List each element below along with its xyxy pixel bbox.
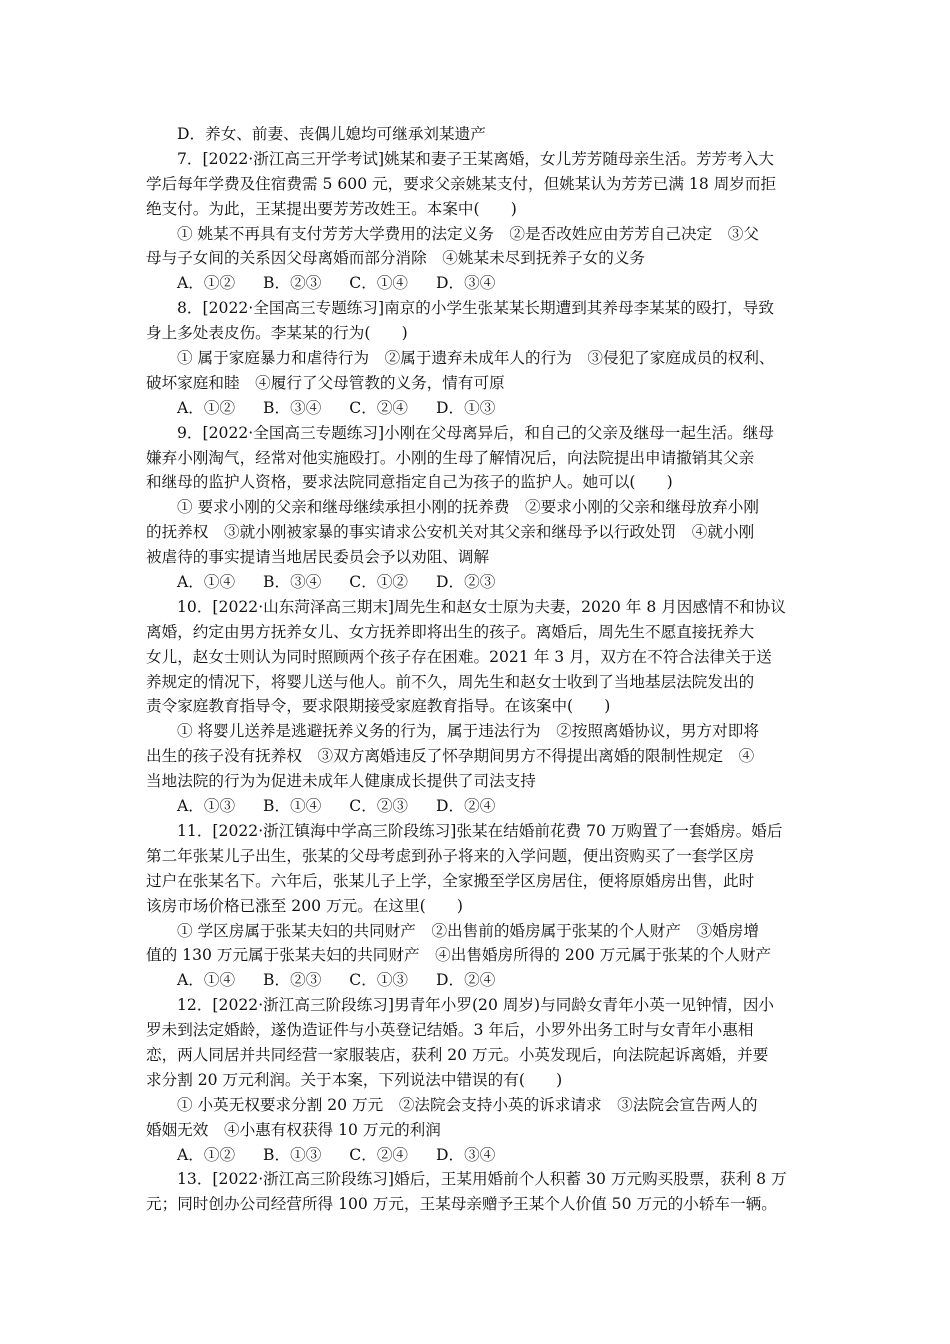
question-stem-line: 养规定的情况下，将婴儿送与他人。前不久，周先生和赵女士收到了当地基层法院发出的 [146,672,755,691]
question-stem-line: 过户在张某名下。六年后，张某儿子上学，全家搬至学区房居住，便将原婚房出售，此时 [146,871,755,890]
question-8 [146,296,806,420]
option-a: A．①④ [177,971,236,990]
option-b: B．②③ [263,971,322,990]
option-a: A．①④ [177,573,236,592]
option-a: A．①② [177,1145,236,1164]
question-stem-line: 离婚，约定由男方抚养女儿、女方抚养即将出生的孩子。离婚后，周先生不愿直接抚养大 [146,622,755,641]
question-stem-line: 求分割 20 万元利润。关于本案，下列说法中错误的有( ) [146,1070,563,1089]
statement-line: ① 姚某不再具有支付芳芳大学费用的法定义务 ②是否改姓应由芳芳自己决定 ③父 [177,224,759,243]
option-d: D．③④ [436,274,496,293]
question-11 [146,819,806,993]
question-stem-line: 绝支付。为此，王某提出要芳芳改姓王。本案中( ) [146,199,517,218]
statement-line: 当地法院的行为为促进未成年人健康成长提供了司法支持 [146,772,536,791]
statement-line: ① 要求小刚的父亲和继母继续承担小刚的抚养费 ②要求小刚的父亲和继母放弃小刚 [177,498,759,517]
question-stem-line: 7．[2022·浙江高三开学考试]姚某和妻子王某离婚，女儿芳芳随母亲生活。芳芳考入大 [177,149,774,168]
question-stem-line: 元；同时创办公司经营所得 100 万元，王某母亲赠予王某个人价值 50 万元的小轿车一辆。 [146,1195,777,1214]
option-b: B．③④ [263,398,322,417]
question-stem-line: 11．[2022·浙江镇海中学高三阶段练习]张某在结婚前花费 70 万购置了一套婚房。婚后 [177,821,783,840]
option-d: D．②④ [436,797,496,816]
statement-line: 破坏家庭和睦 ④履行了父母管教的义务，情有可原 [146,373,505,392]
statement-line: 母与子女间的关系因父母离婚而部分消除 ④姚某未尽到抚养子女的义务 [146,249,646,268]
document-page [146,122,806,1217]
option-a: A．①② [177,398,236,417]
question-stem-line: 女儿，赵女士则认为同时照顾两个孩子存在困难。2021 年 3 月，双方在不符合法律关于送 [146,647,772,666]
statement-line: 被虐待的事实提请当地居民委员会予以劝阻、调解 [146,548,490,567]
option-b: B．①④ [263,797,322,816]
question-stem-line: 和继母的监护人资格，要求法院同意指定自己为孩子的监护人。她可以( ) [146,473,673,492]
option-c: C．①③ [349,971,409,990]
question-stem-line: 恋，两人同居并共同经营一家服装店，获利 20 万元。小英发现后，向法院起诉离婚，并要 [146,1045,769,1064]
statement-line: 出生的孩子没有抚养权 ③双方离婚违反了怀孕期间男方不得提出离婚的限制性规定 ④ [146,747,755,766]
answer-options [146,570,806,595]
question-7 [146,147,806,296]
answer-options [146,396,806,421]
option-a: A．①③ [177,797,236,816]
q6-option-d: D．养女、前妻、丧偶儿媳均可继承刘某遗产 [177,125,486,143]
question-stem-line: 身上多处表皮伤。李某某的行为( ) [146,324,408,343]
statement-line: ① 将婴儿送养是逃避抚养义务的行为，属于违法行为 ②按照离婚协议，男方对即将 [177,722,759,741]
question-stem-line: 罗未到法定婚龄，遂伪造证件与小英登记结婚。3 年后，小罗外出务工时与女青年小惠相 [146,1021,754,1040]
question-stem-line: 责令家庭教育指导令，要求限期接受家庭教育指导。在该案中( ) [146,697,611,716]
statement-line: ① 学区房属于张某夫妇的共同财产 ②出售前的婚房属于张某的个人财产 ③婚房增 [177,921,759,940]
answer-options [146,1143,806,1168]
option-d: D．②③ [436,573,496,592]
option-c: C．②③ [349,797,409,816]
answer-options [146,794,806,819]
question-10 [146,595,806,819]
option-d: D．②④ [436,971,496,990]
option-c: C．②④ [349,398,409,417]
answer-options [146,968,806,993]
question-stem-line: 学后每年学费及住宿费需 5 600 元，要求父亲姚某支付，但姚某认为芳芳已满 18 周岁而拒 [146,174,777,193]
question-stem-line: 第二年张某儿子出生，张某的父母考虑到孙子将来的入学问题，便出资购买了一套学区房 [146,846,755,865]
question-stem-line: 13．[2022·浙江高三阶段练习]婚后，王某用婚前个人积蓄 30 万元购买股票，获利 8 万 [177,1170,787,1189]
question-stem-line: 10．[2022·山东菏泽高三期末]周先生和赵女士原为夫妻，2020 年 8 月因感情不和协议 [177,597,786,616]
question-stem-line: 9．[2022·全国高三专题练习]小刚在父母离异后，和自己的父亲及继母一起生活。继母 [177,423,774,442]
statement-line: 婚姻无效 ④小惠有权获得 10 万元的利润 [146,1120,441,1139]
option-b: B．②③ [263,274,322,293]
option-d: D．③④ [436,1145,496,1164]
question-13 [146,1167,806,1217]
question-stem-line: 12．[2022·浙江高三阶段练习]男青年小罗(20 周岁)与同龄女青年小英一见钟情，因小 [177,996,775,1015]
option-c: C．①④ [349,274,409,293]
statement-line: 值的 130 万元属于张某夫妇的共同财产 ④出售婚房所得的 200 万元属于张某的个人财产 [146,946,772,965]
statement-line: ① 小英无权要求分割 20 万元 ②法院会支持小英的诉求请求 ③法院会宣告两人的 [177,1095,758,1114]
answer-options [146,271,806,296]
statement-line: 的抚养权 ③就小刚被家暴的事实请求公安机关对其父亲和继母予以行政处罚 ④就小刚 [146,523,755,542]
option-b: B．①③ [263,1145,322,1164]
question-stem-line: 嫌弃小刚淘气，经常对他实施殴打。小刚的生母了解情况后，向法院提出申请撤销其父亲 [146,448,755,467]
option-c: C．①② [349,573,409,592]
option-a: A．①② [177,274,236,293]
statement-line: ① 属于家庭暴力和虐待行为 ②属于遗弃未成年人的行为 ③侵犯了家庭成员的权利、 [177,349,775,368]
option-d: D．①③ [436,398,496,417]
question-12 [146,993,806,1167]
option-c: C．②④ [349,1145,409,1164]
question-stem-line: 该房市场价格已涨至 200 万元。在这里( ) [146,896,463,915]
option-b: B．③④ [263,573,322,592]
question-9 [146,421,806,595]
question-stem-line: 8．[2022·全国高三专题练习]南京的小学生张某某长期遭到其养母李某某的殴打，导致 [177,299,774,318]
